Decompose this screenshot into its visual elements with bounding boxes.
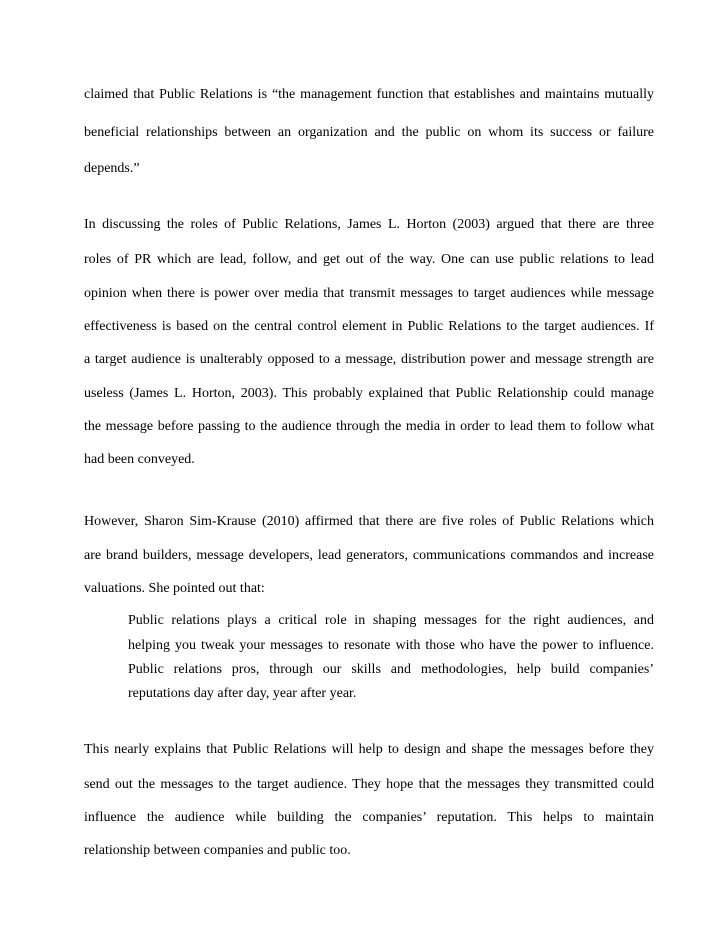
block-quote-line: helping you tweak your messages to resonate with those who have the power to influence. xyxy=(128,638,654,653)
body-text-line: effectiveness is based on the central control element in Public Relations to the target audiences. If xyxy=(84,319,654,334)
body-text-line: In discussing the roles of Public Relations, James L. Horton (2003) argued that there are three xyxy=(84,217,654,232)
body-text-line: send out the messages to the target audience. They hope that the messages they transmitted could xyxy=(84,777,654,792)
block-quote-line: Public relations plays a critical role in shaping messages for the right audiences, and xyxy=(128,613,654,628)
body-text-line: are brand builders, message developers, lead generators, communications commandos and increase xyxy=(84,548,654,563)
body-text-line: had been conveyed. xyxy=(84,452,195,467)
body-text-line: beneficial relationships between an organization and the public on whom its success or failure xyxy=(84,125,654,140)
body-text-line: influence the audience while building the companies’ reputation. This helps to maintain xyxy=(84,810,654,825)
body-text-line: roles of PR which are lead, follow, and get out of the way. One can use public relations to lead xyxy=(84,252,654,267)
body-text-line: depends.” xyxy=(84,161,140,176)
body-text-line: relationship between companies and public too. xyxy=(84,843,351,858)
body-text-line: claimed that Public Relations is “the management function that establishes and maintains mutually xyxy=(84,87,654,102)
body-text-line: opinion when there is power over media that transmit messages to target audiences while message xyxy=(84,286,654,301)
block-quote-line: Public relations pros, through our skills and methodologies, help build companies’ xyxy=(128,662,654,677)
body-text-line: the message before passing to the audience through the media in order to lead them to follow what xyxy=(84,419,654,434)
body-text-line: However, Sharon Sim-Krause (2010) affirmed that there are five roles of Public Relations which xyxy=(84,514,654,529)
body-text-line: a target audience is unalterably opposed to a message, distribution power and message strength are xyxy=(84,352,654,367)
block-quote-line: reputations day after day, year after year. xyxy=(128,686,357,701)
body-text-line: valuations. She pointed out that: xyxy=(84,581,265,596)
body-text-line: useless (James L. Horton, 2003). This probably explained that Public Relationship could manage xyxy=(84,386,654,401)
body-text-line: This nearly explains that Public Relations will help to design and shape the messages before they xyxy=(84,742,654,757)
